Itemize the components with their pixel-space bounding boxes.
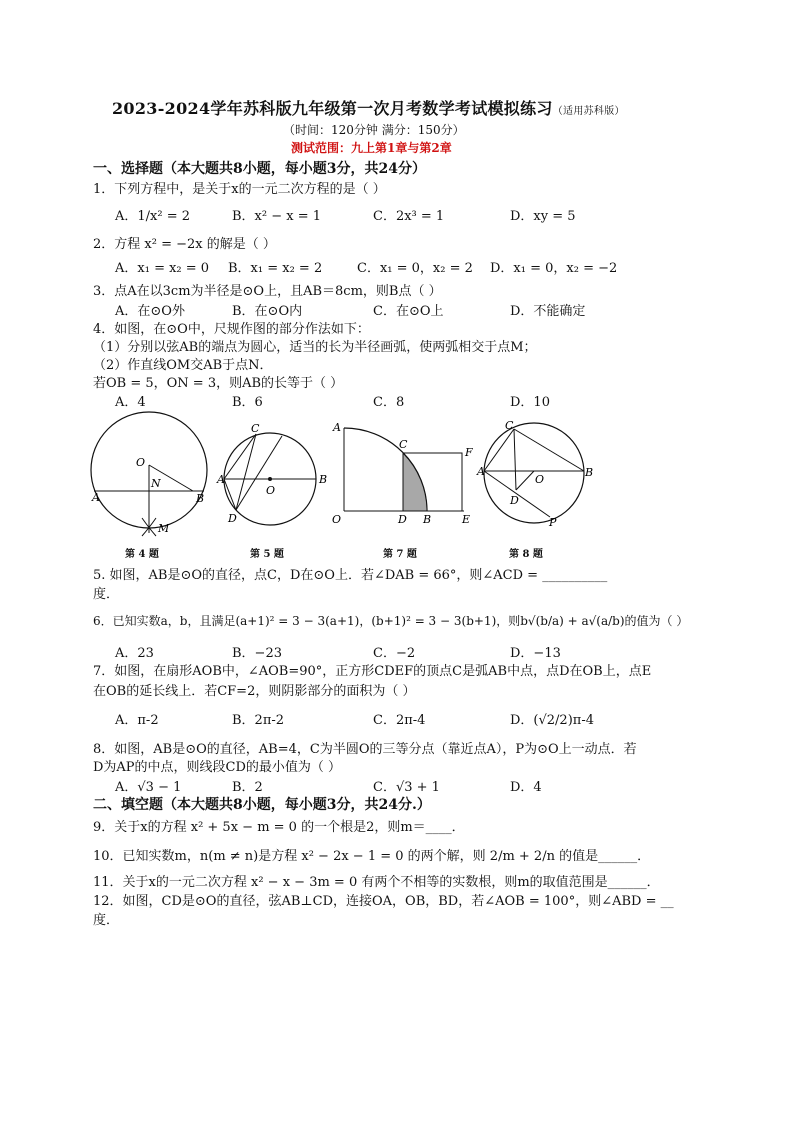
- fig7-label-f: F: [465, 446, 473, 459]
- question-6-option-b: B．−23: [232, 646, 282, 661]
- question-2-stem: 2．方程 x² = −2x 的解是（ ）: [93, 237, 276, 252]
- question-7-stem: 7．如图，在扇形AOB中，∠AOB=90°，正方形CDEF的顶点C是弧AB中点，点D在OB上，点E: [93, 664, 652, 679]
- question-3-option-b: B．在⊙O内: [232, 304, 303, 319]
- fig8-segment-cd: [514, 429, 516, 490]
- question-6-option-a: A．23: [115, 646, 154, 661]
- question-1-option-d: D．xy = 5: [510, 209, 576, 224]
- question-4-option-a: A．4: [115, 395, 146, 410]
- question-12-tail: 度．: [93, 913, 120, 928]
- question-5-stem: 5. 如图，AB是⊙O的直径，点C，D在⊙O上．若∠DAB = 66°，则∠ACD = __________: [93, 568, 608, 583]
- question-2-option-c: C．x₁ = 0，x₂ = 2: [357, 261, 473, 276]
- question-7-option-d: D．(√2/2)π-4: [510, 713, 594, 728]
- question-2-option-d: D．x₁ = 0，x₂ = −2: [490, 261, 618, 276]
- question-4-option-c: C．8: [373, 395, 405, 410]
- question-6-stem: 6．已知实数a，b，且满足(a+1)² = 3 − 3(a+1)，(b+1)² = 3 − 3(b+1)，则b√(b/a) + a√(a/b)的值为（ ）: [93, 614, 689, 628]
- caption-figure-4: 第 4 题: [125, 549, 159, 560]
- question-2-option-b: B．x₁ = x₂ = 2: [228, 261, 323, 276]
- question-7-option-a: A．π-2: [115, 713, 159, 728]
- section-heading-fill-in: 二、填空题（本大题共8小题，每小题3分，共24分.）: [93, 797, 431, 813]
- question-3-option-c: C．在⊙O上: [373, 304, 444, 319]
- test-range: 测试范围：九上第1章与第2章: [291, 141, 452, 155]
- fig7-label-o: O: [332, 513, 342, 526]
- question-1-option-a: A．1/x² = 2: [115, 209, 191, 224]
- question-5-tail: 度．: [93, 587, 120, 602]
- fig8-label-c: C: [505, 419, 514, 432]
- figure-7: [328, 420, 480, 532]
- fig5-segment-d-arc: [236, 436, 282, 510]
- fig7-label-b: B: [423, 513, 432, 526]
- question-6-option-c: C．−2: [373, 646, 416, 661]
- question-11-stem: 11．关于x的一元二次方程 x² − x − 3m = 0 有两个不相等的实数根，则m的取值范围是______．: [93, 875, 660, 890]
- fig5-segment-ca: [224, 434, 256, 479]
- fig7-label-d: D: [398, 513, 407, 526]
- fig8-segment-cb: [514, 429, 584, 471]
- fig8-label-o: O: [535, 473, 545, 486]
- fig5-segment-ad: [224, 479, 236, 510]
- question-7-option-c: C．2π-4: [373, 713, 426, 728]
- question-4-option-b: B．6: [232, 395, 263, 410]
- question-4-stem: 4．如图，在⊙O中，尺规作图的部分作法如下：: [93, 322, 370, 337]
- question-8-stem: 8．如图，AB是⊙O的直径，AB=4，C为半圆O的三等分点（靠近点A），P为⊙O上一动点．若: [93, 742, 637, 757]
- fig8-segment-ca: [484, 429, 514, 471]
- fig8-segment-od: [516, 471, 534, 490]
- question-1-option-c: C．2x³ = 1: [373, 209, 445, 224]
- section-heading-choice: 一、选择题（本大题共8小题，每小题3分，共24分）: [93, 161, 426, 177]
- fig8-label-d: D: [510, 494, 519, 507]
- question-4-step-1: （1）分别以弦AB的端点为圆心，适当的长为半径画弧，使两弧相交于点M；: [93, 340, 537, 355]
- fig4-label-o: O: [136, 456, 146, 469]
- figure-8: [474, 416, 596, 530]
- fig5-label-c: C: [251, 422, 260, 435]
- exam-info: （时间：120分钟 满分：150分）: [283, 123, 465, 137]
- fig8-label-p: P: [549, 516, 557, 529]
- fig7-label-c: C: [399, 438, 408, 451]
- question-8-option-d: D．4: [510, 780, 542, 795]
- caption-figure-7: 第 7 题: [383, 549, 417, 560]
- fig8-circle: [484, 423, 584, 523]
- fig4-label-a: A: [92, 491, 100, 504]
- fig8-label-b: B: [585, 466, 594, 479]
- fig5-label-b: B: [319, 473, 328, 486]
- fig8-label-a: A: [477, 465, 485, 478]
- fig5-label-o: O: [266, 484, 276, 497]
- question-7-option-b: B．2π-2: [232, 713, 285, 728]
- question-8-option-c: C．√3 + 1: [373, 780, 440, 795]
- question-7-stem-2: 在OB的延长线上．若CF=2，则阴影部分的面积为（ ）: [93, 684, 416, 699]
- fig7-label-e: E: [462, 513, 471, 526]
- fig7-label-a: A: [333, 421, 341, 434]
- fig7-shaded-region: [403, 453, 427, 511]
- fig5-center-dot: [268, 477, 272, 481]
- caption-figure-5: 第 5 题: [250, 549, 284, 560]
- question-1-stem: 1．下列方程中，是关于x的一元二次方程的是（ ）: [93, 182, 386, 197]
- question-4-condition: 若OB = 5，ON = 3，则AB的长等于（ ）: [93, 376, 344, 391]
- fig4-label-m: M: [158, 522, 170, 535]
- question-4-option-d: D．10: [510, 395, 550, 410]
- figure-4: [88, 408, 210, 538]
- fig5-label-a: A: [217, 473, 225, 486]
- question-3-option-d: D．不能确定: [510, 304, 586, 319]
- fig4-label-b: B: [196, 492, 205, 505]
- question-3-option-a: A．在⊙O外: [115, 304, 185, 319]
- question-8-option-a: A．√3 − 1: [115, 780, 182, 795]
- question-4-step-2: （2）作直线OM交AB于点N．: [93, 358, 273, 373]
- fig5-label-d: D: [228, 512, 237, 525]
- caption-figure-8: 第 8 题: [509, 549, 543, 560]
- question-12-stem: 12．如图，CD是⊙O的直径，弦AB⊥CD，连接OA，OB，BD，若∠AOB = 100°，则∠ABD = __: [93, 894, 674, 909]
- question-3-stem: 3．点A在以3cm为半径是⊙O上，且AB＝8cm，则B点（ ）: [93, 284, 442, 299]
- question-6-option-d: D．−13: [510, 646, 561, 661]
- figure-5: [218, 418, 336, 530]
- page-title: 2023-2024学年苏科版九年级第一次月考数学考试模拟练习（适用苏科版）: [112, 99, 625, 118]
- question-10-stem: 10．已知实数m，n(m ≠ n)是方程 x² − 2x − 1 = 0 的两个解，则 2/m + 2/n 的值是______．: [93, 849, 651, 864]
- question-1-option-b: B．x² − x = 1: [232, 209, 322, 224]
- question-9-stem: 9．关于x的方程 x² + 5x − m = 0 的一个根是2，则m＝____．: [93, 820, 465, 835]
- question-8-stem-2: D为AP的中点，则线段CD的最小值为（ ）: [93, 760, 342, 775]
- title-note: （适用苏科版）: [552, 106, 625, 117]
- fig4-label-n: N: [151, 477, 161, 490]
- question-2-option-a: A．x₁ = x₂ = 0: [115, 261, 210, 276]
- question-8-option-b: B．2: [232, 780, 263, 795]
